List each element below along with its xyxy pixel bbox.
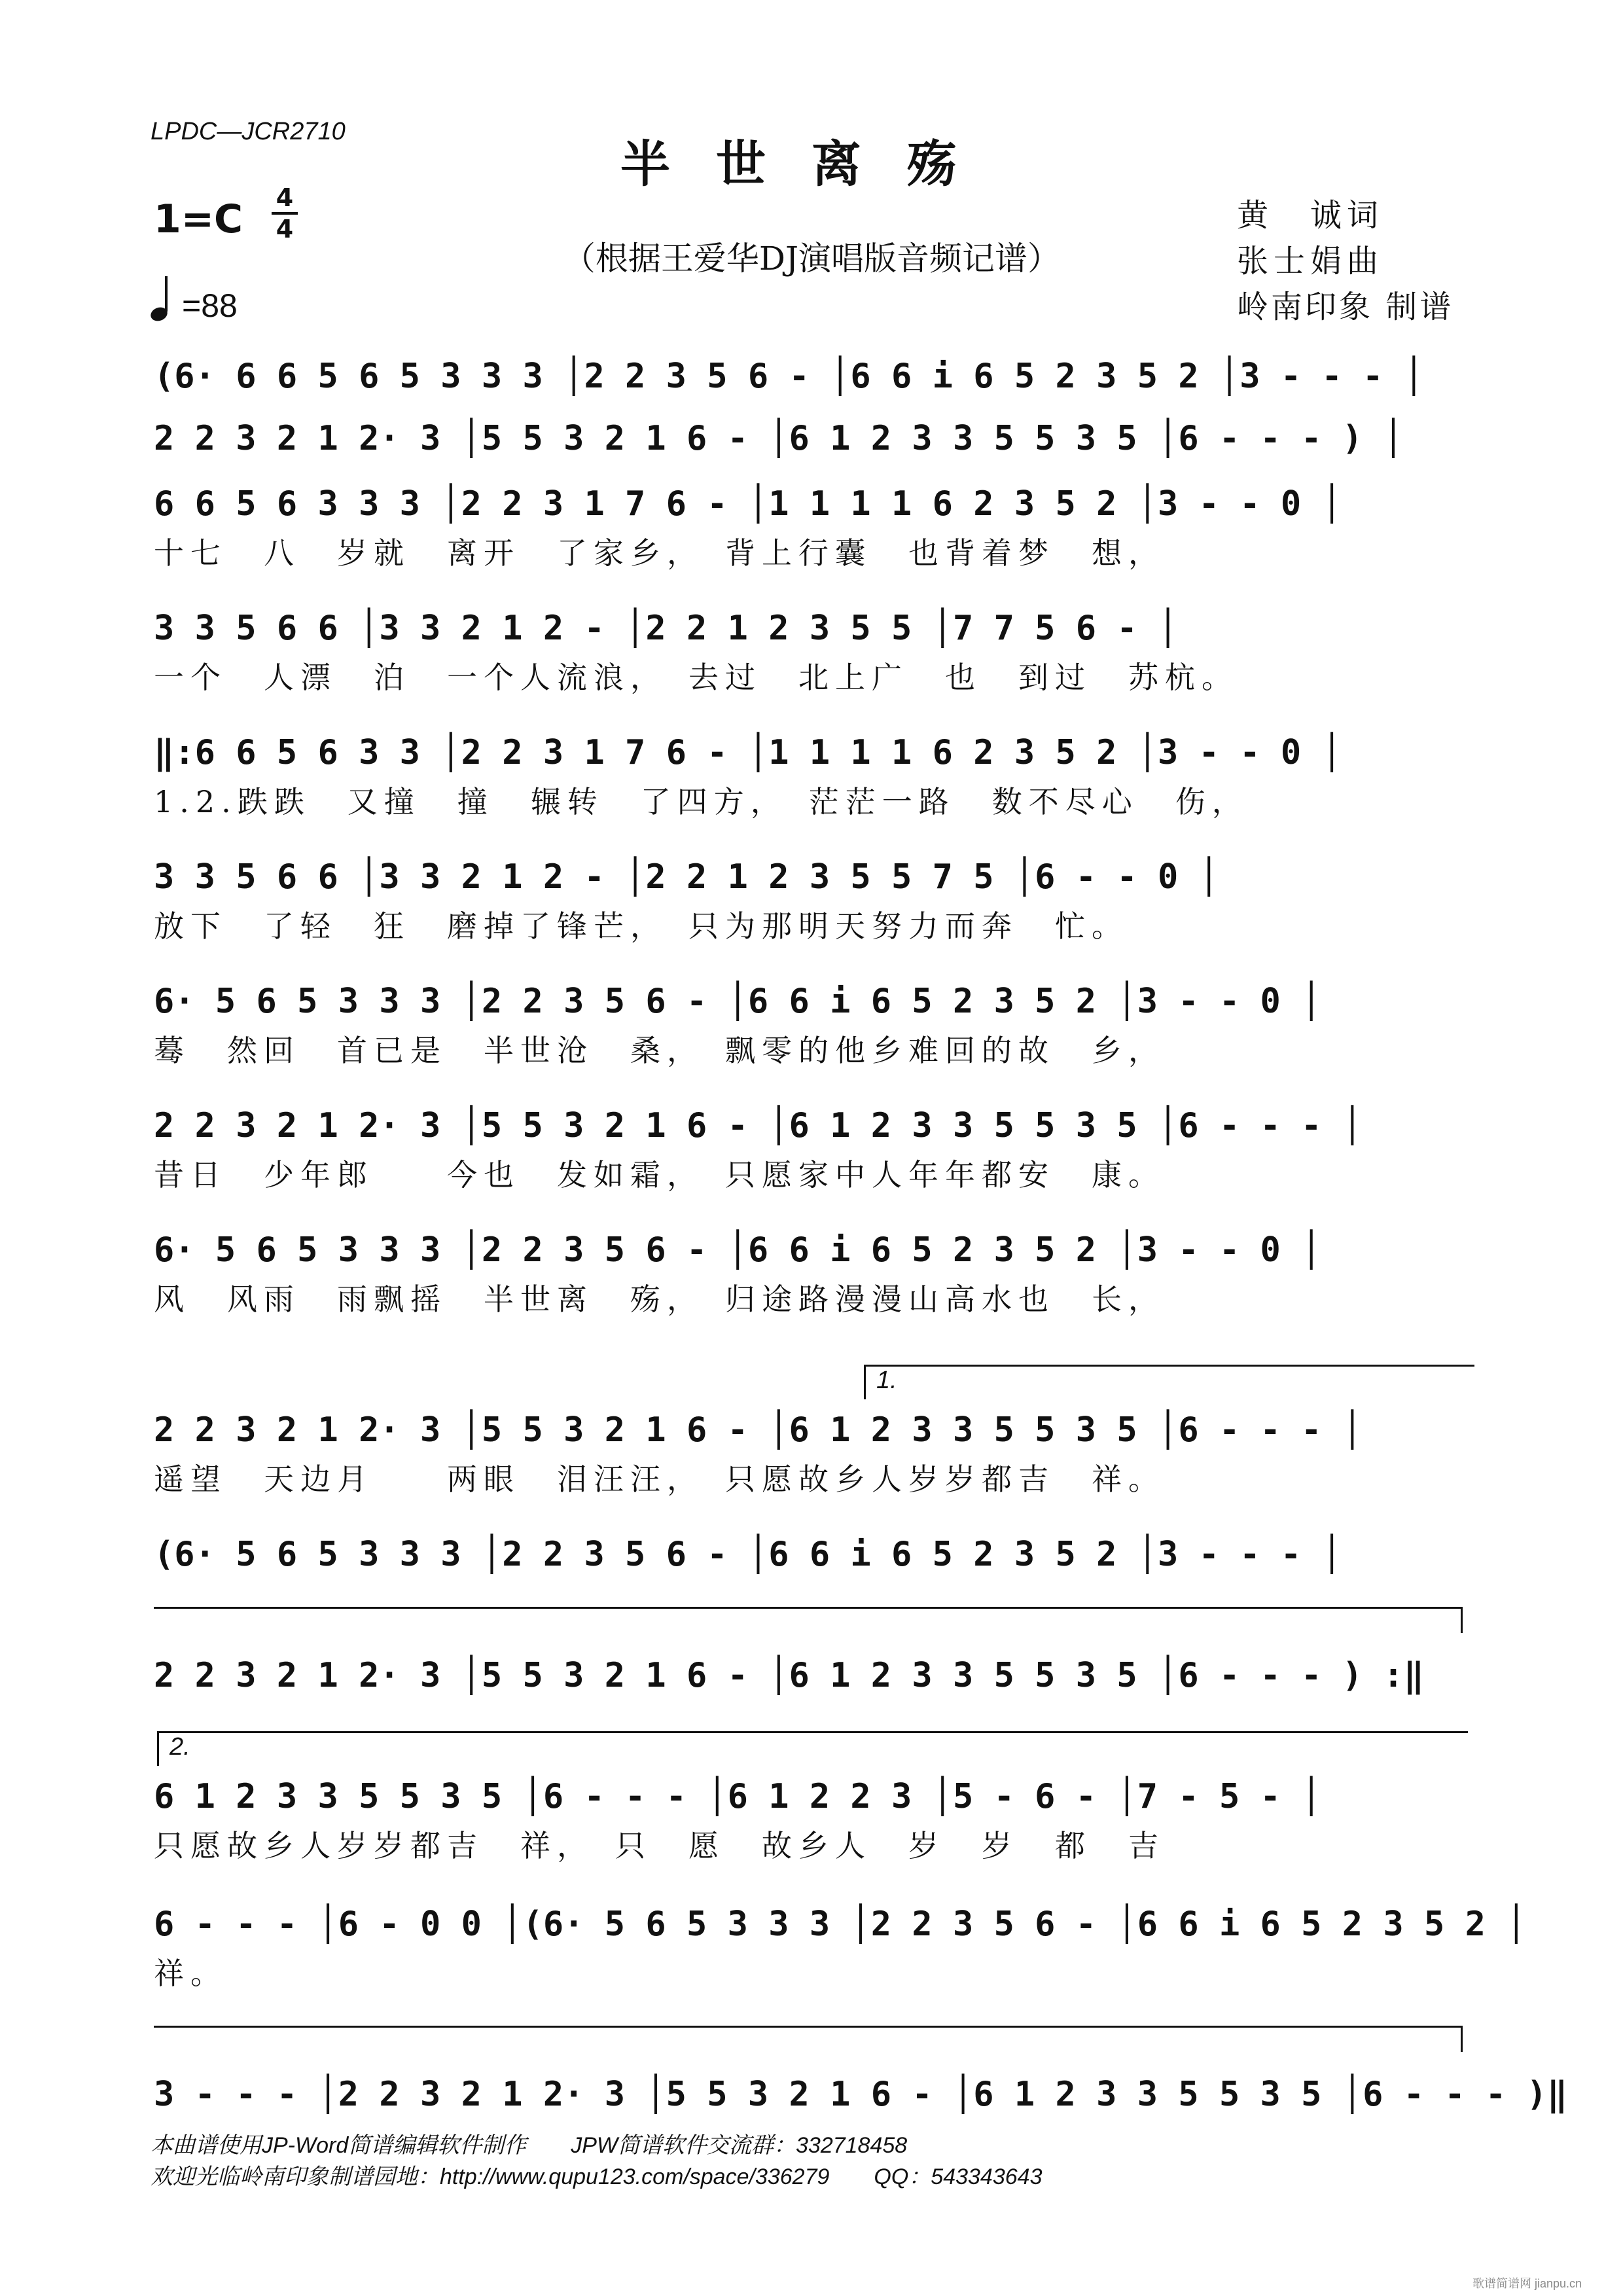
- score-row-9: [154, 1224, 1469, 1322]
- volta-label-2: 2.: [169, 1733, 190, 1761]
- notes-line: 3 3 5 6 6 │3 3 2 1 2 - │2 2 1 2 3 5 5 7 5 │6 - - 0 │: [154, 857, 1219, 897]
- notes-line: 6 1 2 3 3 5 5 3 5 │6 - - - │6 1 2 2 3 │5 - 6 - │7 - 5 - │: [154, 1777, 1322, 1816]
- score-row-10: [154, 1404, 1469, 1502]
- notes-line: (6· 5 6 5 3 3 3 │2 2 3 5 6 - │6 6 i 6 5 2 3 5 2 │3 - - - │: [154, 1535, 1342, 1574]
- notes-line: 6· 5 6 5 3 3 3 │2 2 3 5 6 - │6 6 i 6 5 2 3 5 2 │3 - - 0 │: [154, 1230, 1322, 1270]
- notes-line: 3 3 5 6 6 │3 3 2 1 2 - │2 2 1 2 3 5 5 │7 7 5 6 - │: [154, 609, 1179, 648]
- notes-line: 2 2 3 2 1 2· 3 │5 5 3 2 1 6 - │6 1 2 3 3 5 5 3 5 │6 - - - │: [154, 1106, 1363, 1145]
- notes-line: ‖:6 6 5 6 3 3 │2 2 3 1 7 6 - │1 1 1 1 6 2 3 5 2 │3 - - 0 │: [154, 733, 1342, 772]
- score-row-4: [154, 602, 1469, 700]
- score-row-13: [154, 1770, 1469, 1869]
- volta-bracket-1: [864, 1365, 1474, 1399]
- volta-continuation-line-2: [154, 2026, 1463, 2028]
- key-signature: 1=C: [154, 196, 243, 242]
- score-row-2: [154, 412, 1469, 465]
- score-row-8: [154, 1100, 1469, 1198]
- lyrics-line: 祥。: [154, 1956, 227, 1991]
- lyricist-credit: 黄 诚词: [1237, 197, 1384, 234]
- lyrics-line: 放下 了轻 狂 磨掉了锋芒， 只为那明天努力而奔 忙。: [154, 908, 1128, 944]
- notes-line: 3 - - - │2 2 3 2 1 2· 3 │5 5 3 2 1 6 - │6 1 2 3 3 5 5 3 5 │6 - - - )‖: [154, 2075, 1568, 2114]
- footer-line-2: 欢迎光临岭南印象制谱园地：http://www.qupu123.com/space/336279 QQ：543343643: [151, 2164, 1043, 2189]
- score-row-7: [154, 975, 1469, 1073]
- time-signature: [272, 185, 298, 242]
- score-row-14: [154, 1898, 1527, 1996]
- lyrics-line: 一个 人漂 泊 一个人流浪， 去过 北上广 也 到过 苏杭。: [154, 660, 1238, 695]
- notes-line: 6 6 5 6 3 3 3 │2 2 3 1 7 6 - │1 1 1 1 6 2 3 5 2 │3 - - 0 │: [154, 484, 1342, 524]
- tempo-value: =88: [182, 287, 238, 324]
- notes-line: 2 2 3 2 1 2· 3 │5 5 3 2 1 6 - │6 1 2 3 3 5 5 3 5 │6 - - - ) :‖: [154, 1656, 1425, 1695]
- time-signature-bottom: 4: [276, 215, 294, 243]
- notes-line: 6· 5 6 5 3 3 3 │2 2 3 5 6 - │6 6 i 6 5 2 3 5 2 │3 - - 0 │: [154, 982, 1322, 1021]
- tempo-marking: [151, 281, 238, 325]
- volta-bracket-2: [157, 1731, 1468, 1766]
- footer-line-1: 本曲谱使用JP-Word简谱编辑软件制作 JPW简谱软件交流群：332718458: [151, 2133, 908, 2158]
- lyrics-line: 风 风雨 雨飘摇 半世离 殇， 归途路漫漫山高水也 长，: [154, 1282, 1165, 1317]
- lyrics-line: 遥望 天边月 两眼 泪汪汪， 只愿故乡人岁岁都吉 祥。: [154, 1462, 1165, 1497]
- lyrics-line: 蓦 然回 首已是 半世沧 桑， 飘零的他乡难回的故 乡，: [154, 1033, 1165, 1068]
- composer-credit: 张士娟曲: [1237, 243, 1384, 279]
- score-row-12: [154, 1649, 1469, 1702]
- lyrics-line: 只愿故乡人岁岁都吉 祥， 只 愿 故乡人 岁 岁 都 吉: [154, 1828, 1165, 1863]
- volta-end-tick: [1461, 1607, 1463, 1633]
- notes-line: (6· 6 6 5 6 5 3 3 3 │2 2 3 5 6 - │6 6 i 6 5 2 3 5 2 │3 - - - │: [154, 357, 1425, 396]
- arranger-credit: 岭南印象 制谱: [1237, 289, 1454, 325]
- site-watermark: 歌谱简谱网 jianpu.cn: [1472, 2277, 1582, 2290]
- volta-label-1: 1.: [876, 1367, 897, 1394]
- notes-line: 2 2 3 2 1 2· 3 │5 5 3 2 1 6 - │6 1 2 3 3 5 5 3 5 │6 - - - ) │: [154, 419, 1404, 458]
- notes-line: 2 2 3 2 1 2· 3 │5 5 3 2 1 6 - │6 1 2 3 3 5 5 3 5 │6 - - - │: [154, 1410, 1363, 1450]
- song-title: 半世离殇: [620, 135, 1003, 193]
- song-subtitle: （根据王爱华DJ演唱版音频记谱）: [562, 240, 1061, 278]
- score-row-6: [154, 851, 1469, 949]
- score-row-3: [154, 478, 1469, 576]
- time-signature-top: 4: [276, 183, 294, 212]
- lyrics-line: 1.2.跌跌 又撞 撞 辗转 了四方， 茫茫一路 数不尽心 伤，: [154, 784, 1249, 819]
- score-row-1: [154, 350, 1469, 403]
- score-code: LPDC—JCR2710: [151, 118, 346, 145]
- score-row-5: [154, 726, 1469, 825]
- notes-line: 6 - - - │6 - 0 0 │(6· 5 6 5 3 3 3 │2 2 3 5 6 - │6 6 i 6 5 2 3 5 2 │: [154, 1905, 1527, 1944]
- score-row-15: [154, 2068, 1568, 2121]
- score-row-11: [154, 1528, 1469, 1581]
- volta-end-tick-2: [1461, 2026, 1463, 2052]
- volta-continuation-line: [154, 1607, 1463, 1609]
- lyrics-line: 十七 八 岁就 离开 了家乡， 背上行囊 也背着梦 想，: [154, 535, 1165, 571]
- lyrics-line: 昔日 少年郎 今也 发如霜， 只愿家中人年年都安 康。: [154, 1157, 1165, 1193]
